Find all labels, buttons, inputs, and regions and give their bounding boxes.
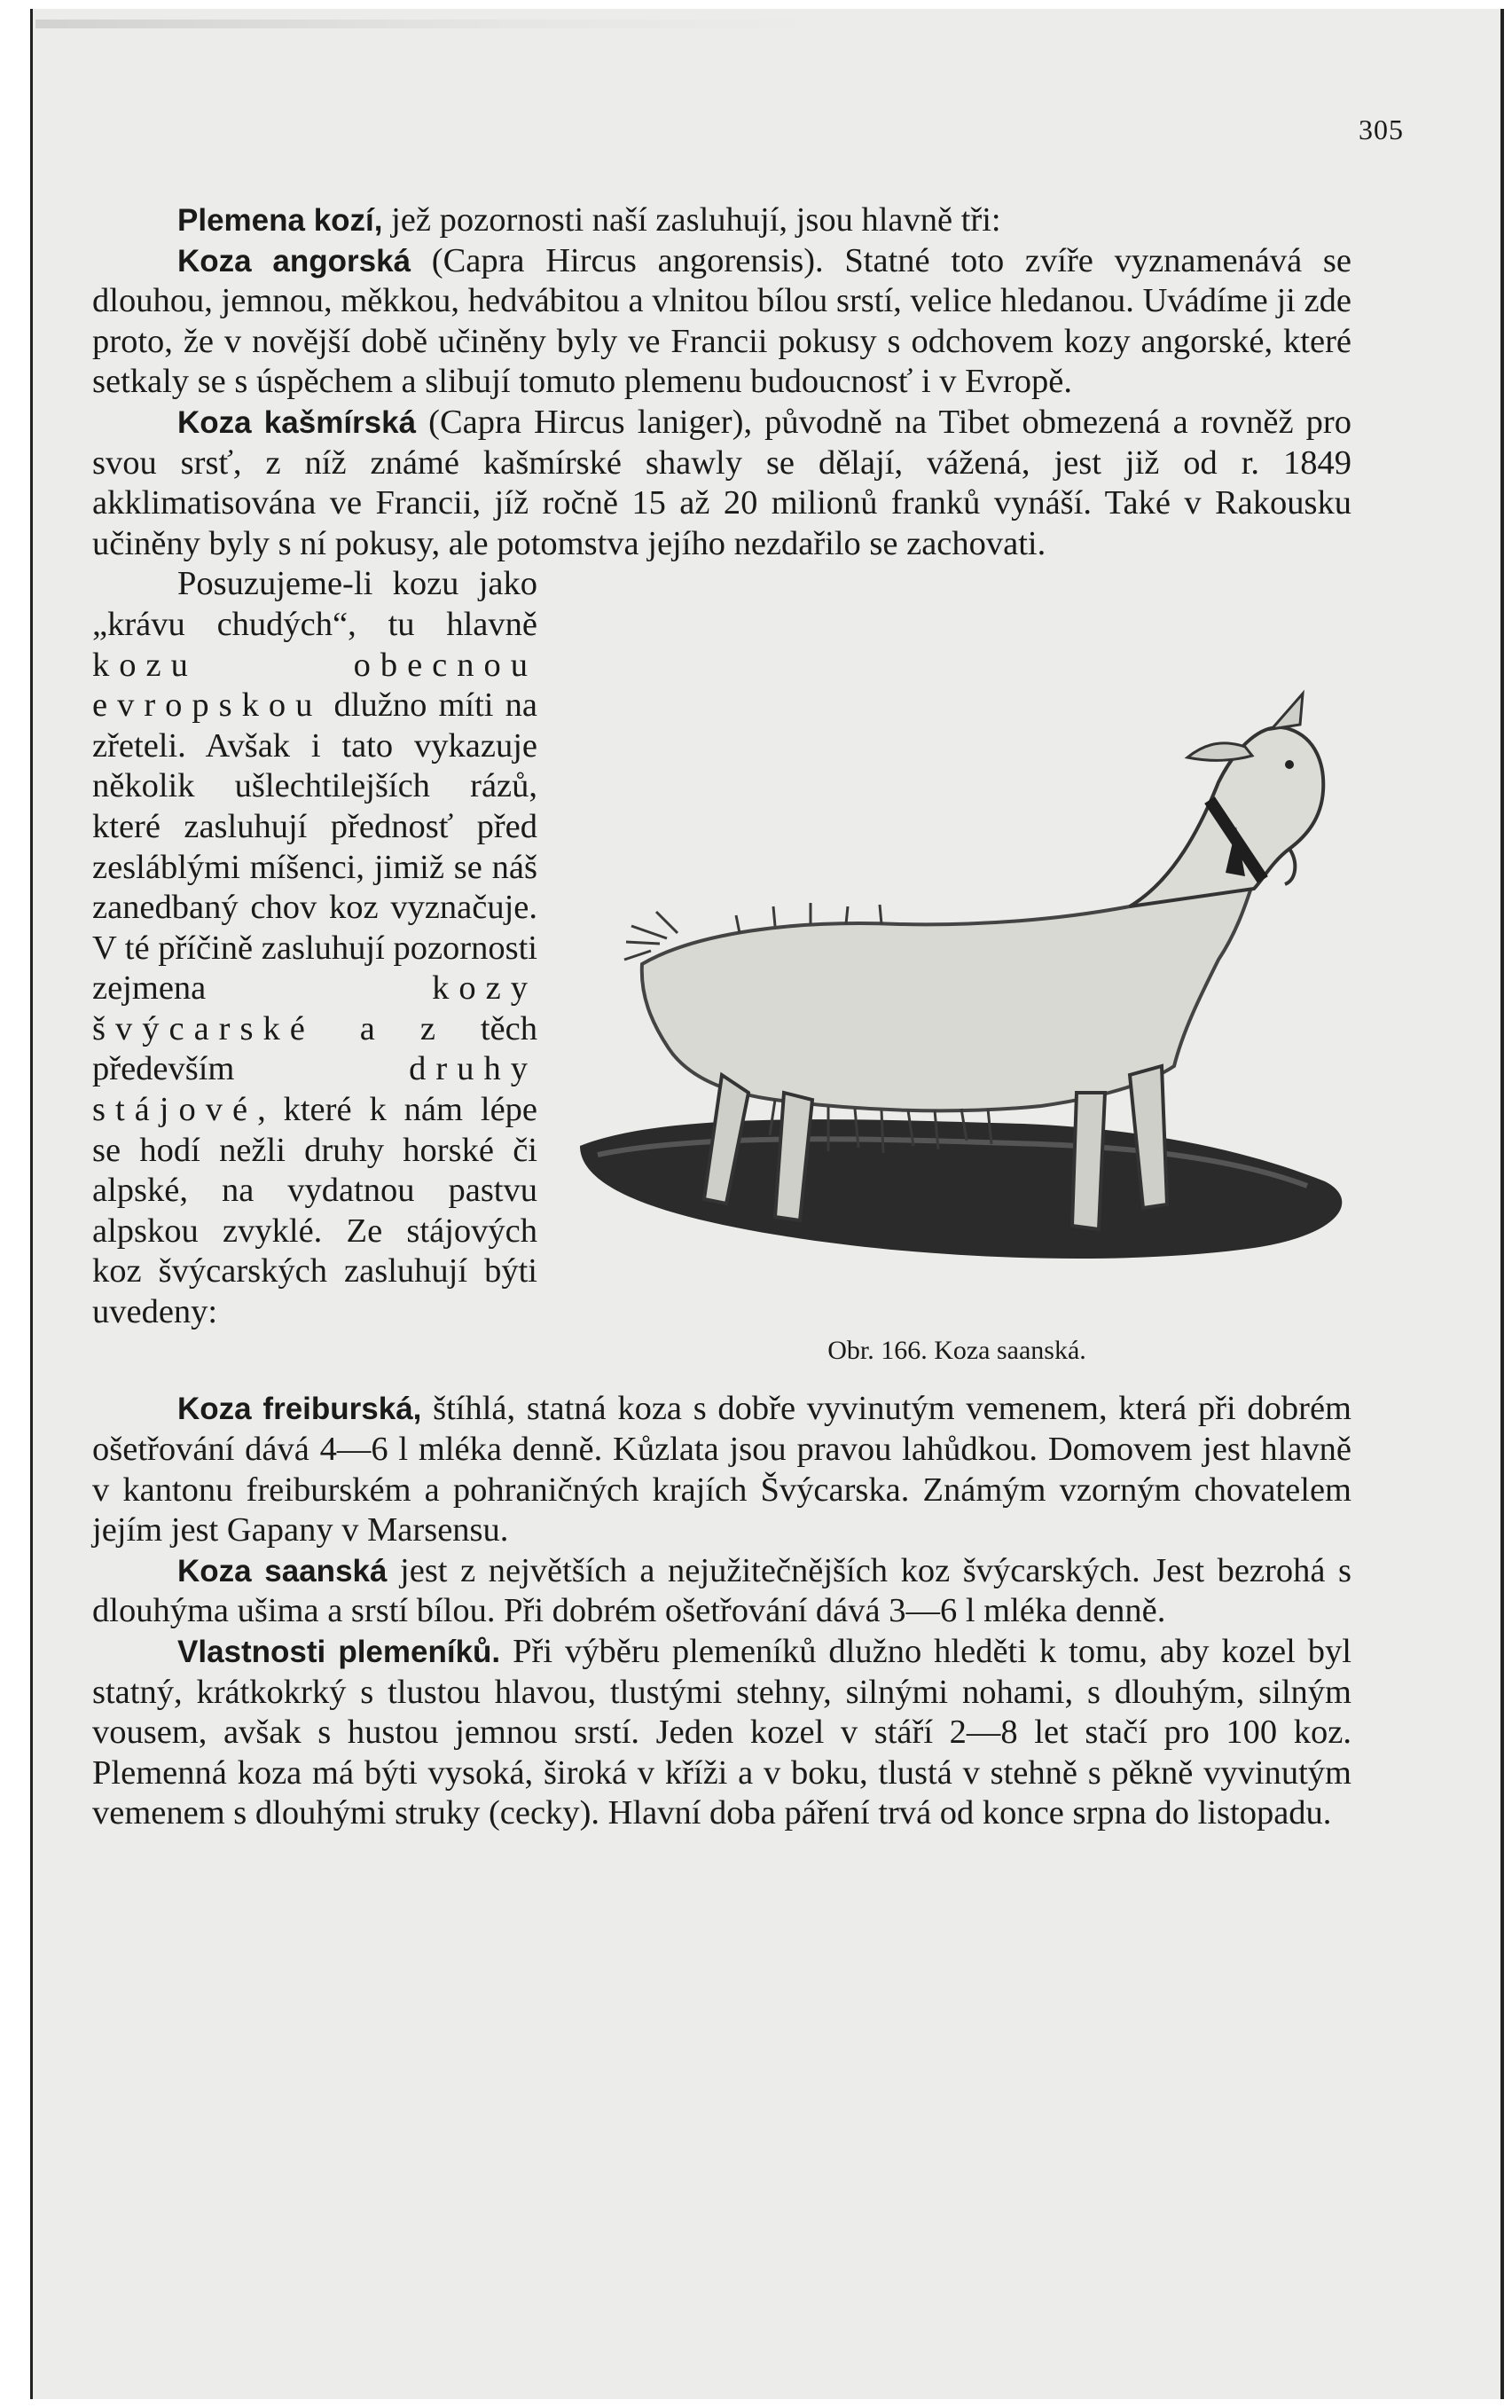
paragraph-freiburg-goat: Koza freiburská, štíhlá, statná koza s dobře vyvinutým vemenem, která při dobrém ošetřování dává 4—6 l mléka denně. Kůzlata jsou pravou lahůdkou. Domovem jest hlavně v kantonu freiburském a pohraničných krajích Švýcarska. Známým vzorným chovatelem jejím jest Gapany v Marsensu. — [92, 1390, 1352, 1549]
paragraph-breeding-qualities: Vlastnosti plemeníků. Při výběru plemeníků dlužno hleděti k tomu, aby kozel byl statný, krátkokrký s tlustou hlavou, tlustými stehny, silnými nohami, s dlouhým, silným vousem, avšak s hustou jemnou srstí. Jeden kozel v stáří 2—8 let stačí pro 100 koz. Plemenná koza má býti vysoká, široká v kříži a v boku, tlustá v stehně s pěkně vyvinutým vemenem s dlouhými struky (cecky). Hlavní doba páření trvá od konce srpna do listopadu. — [92, 1632, 1351, 1832]
emphasis-spaced: druhy stájové — [92, 1050, 537, 1129]
page-number: 305 — [1359, 114, 1404, 145]
term-heading: Koza freiburská, — [177, 1392, 422, 1427]
page-text — [92, 200, 1351, 1834]
goat-illustration — [562, 614, 1351, 1323]
emphasis-spaced: kozu obecnou evropskou — [92, 646, 537, 725]
figure-caption: Obr. 166. Koza saanská. — [827, 1336, 1086, 1366]
term-heading: Vlastnosti plemeníků. — [177, 1634, 501, 1669]
scan-edge-shadow — [35, 20, 834, 28]
paragraph-angora-goat: Koza angorská (Capra Hircus angorensis). Statné toto zvíře vyznamenává se dlouhou, jemnou, měkkou, hedvábitou a vlnitou bílou srstí, velice hledanou. Uvádíme ji zde proto, že v novější době učiněny byly ve Francii pokusy s odchovem kozy angorské, které setkaly se s úspěchem a slibují tomuto plemenu budoucnosť i v Evropě. — [92, 241, 1351, 401]
emphasis-spaced: kozy švýcarské — [92, 969, 537, 1047]
paragraph-cashmere-goat — [92, 403, 1351, 564]
paragraph-breeds-intro: Plemena kozí, jež pozornosti naší zasluhují, jsou hlavně tři: — [177, 201, 1001, 239]
figure-saanen-goat — [562, 614, 1351, 1384]
term-heading: Plemena kozí, — [177, 203, 383, 238]
paragraph-saanen-goat: Koza saanská jest z největších a nejužitečnějších koz švýcarských. Jest bezrohá s dlouhýma ušima a srstí bílou. Při dobrém ošetřování dává 3—6 l mléka denně. — [92, 1551, 1351, 1630]
term-heading: Koza kašmírská — [177, 404, 417, 440]
term-heading: Koza angorská — [177, 243, 411, 278]
paragraph-european-goat: Posuzujeme-li kozu jako „krávu chudých“, tu hlavně kozu obecnou evropskou dlužno míti na zřeteli. Avšak i tato vykazuje několik ušlechtilejších rázů, které zasluhují přednosť před zesláblými míšenci, jimiž se náš zanedbaný chov koz vyznačuje. V té příčině zasluhují pozornosti zejmena kozy švýcarské a z těch především druhy stájové, které k nám lépe se hodí nežli druhy horské či alpské, na vydatnou pastvu alpskou zvyklé. Ze stájových koz švýcarských zasluhují býti uvedeny: — [92, 565, 537, 1331]
term-heading: Koza saanská — [177, 1553, 388, 1588]
cashmere-text: (Capra Hircus laniger), původně na Tibet obmezená a rovněž pro svou srsť, z níž známé kašmírské shawly se dělají, vážená, jest již od r. 1849 akklimatisována ve Francii, jíž ročně 15 až 20 milionů franků vynáší. Také v Rakousku učiněny byly s ní pokusy, ale potomstva jejího nezdařilo se zachovati. — [92, 403, 1351, 562]
